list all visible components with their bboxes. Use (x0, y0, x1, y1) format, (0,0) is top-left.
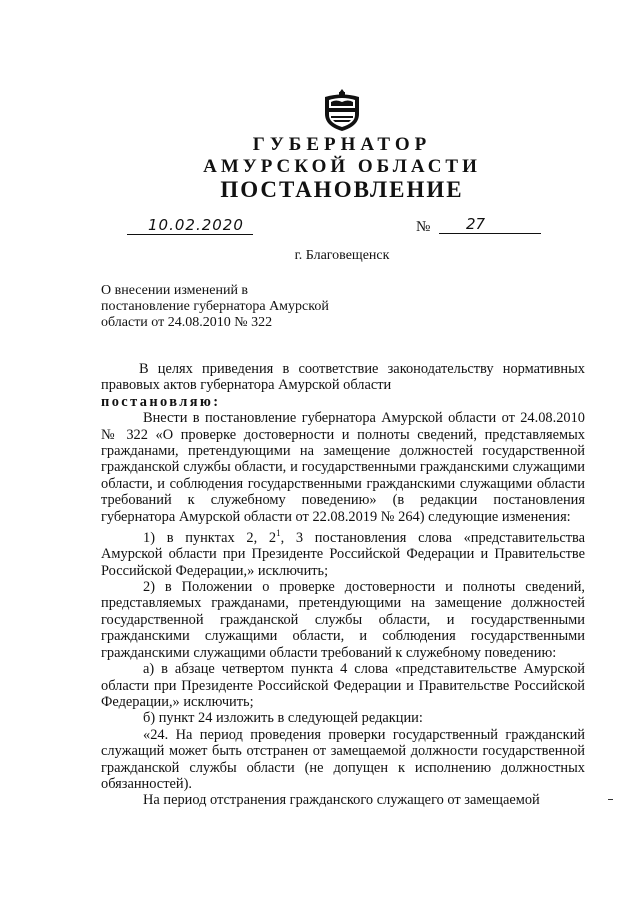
margin-mark (608, 796, 613, 800)
subject-block (101, 283, 401, 331)
body-paragraph-quote-24: «24. На период проведения проверки государственный гражданский служащий может быть отстранен от замещаемой должности государственной гражданской службы области (не допущен к исполнению должностных обязанностей). (101, 726, 585, 792)
item-1-text-start: 1) в пунктах 2, 2 (143, 529, 277, 546)
document-date: 10.02.2020 (148, 216, 244, 234)
subject-line: О внесении изменений в (101, 283, 249, 298)
header-title-line1: ГУБЕРНАТОР (252, 134, 432, 155)
city-name: г. Благовещенск (294, 248, 390, 263)
date-underline (127, 234, 253, 235)
subject-line: постановление губернатора Амурской (101, 299, 329, 314)
item-1-superscript: 1 (276, 528, 281, 539)
body-paragraph-item-2b: б) пункт 24 изложить в следующей редакции: (143, 710, 423, 727)
body-paragraph-main: Внести в постановление губернатора Амурской области от 24.08.2010 № 322 «О проверке достоверности и полноты сведений, представляемых гражданами, претендующими на замещение должностей государственной гражданской службы области, и государственными гражданскими служащими области, и соблюдения государственными гражданскими служащими области требований к служебному поведению» (в редакции постановления губернатора Амурской области от 22.08.2019 № 264) следующие изменения: (101, 410, 585, 525)
body-resolution-word: постановляю: (101, 393, 221, 410)
body-paragraph-item-1 (101, 525, 585, 579)
body-paragraph-item-2: 2) в Положении о проверке достоверности и полноты сведений, представляемых гражданами, претендующими на замещение должностей государственной гражданской службы области, и государственными гражданскими служащими области, и соблюдения государственными гражданскими служащими области требований к служебному поведению: (101, 579, 585, 661)
number-label: № (416, 219, 431, 235)
header-title-line2: АМУРСКОЙ ОБЛАСТИ (203, 156, 481, 177)
subject-line: области от 24.08.2010 № 322 (101, 315, 273, 330)
body-paragraph-continuation: На период отстранения гражданского служащего от замещаемой (143, 792, 540, 809)
coat-of-arms-emblem (322, 88, 362, 132)
document-number: 27 (466, 215, 486, 233)
body-paragraph-item-2a: а) в абзаце четвертом пункта 4 слова «представительстве Амурской области при Президенте Российской Федерации и Правительстве Российской Федерации,» исключить; (101, 661, 585, 710)
document-type-title: ПОСТАНОВЛЕНИЕ (220, 177, 464, 202)
document-body (101, 361, 585, 809)
number-underline (439, 233, 541, 234)
body-paragraph-preamble: В целях приведения в соответствие законодательству нормативных правовых актов губернатора Амурской области (101, 361, 585, 394)
item-1-text-end: , 3 постановления слова «представительства Амурской области при Президенте Российской Федерации и Правительстве Российской Федерации,» исключить; (101, 529, 585, 579)
